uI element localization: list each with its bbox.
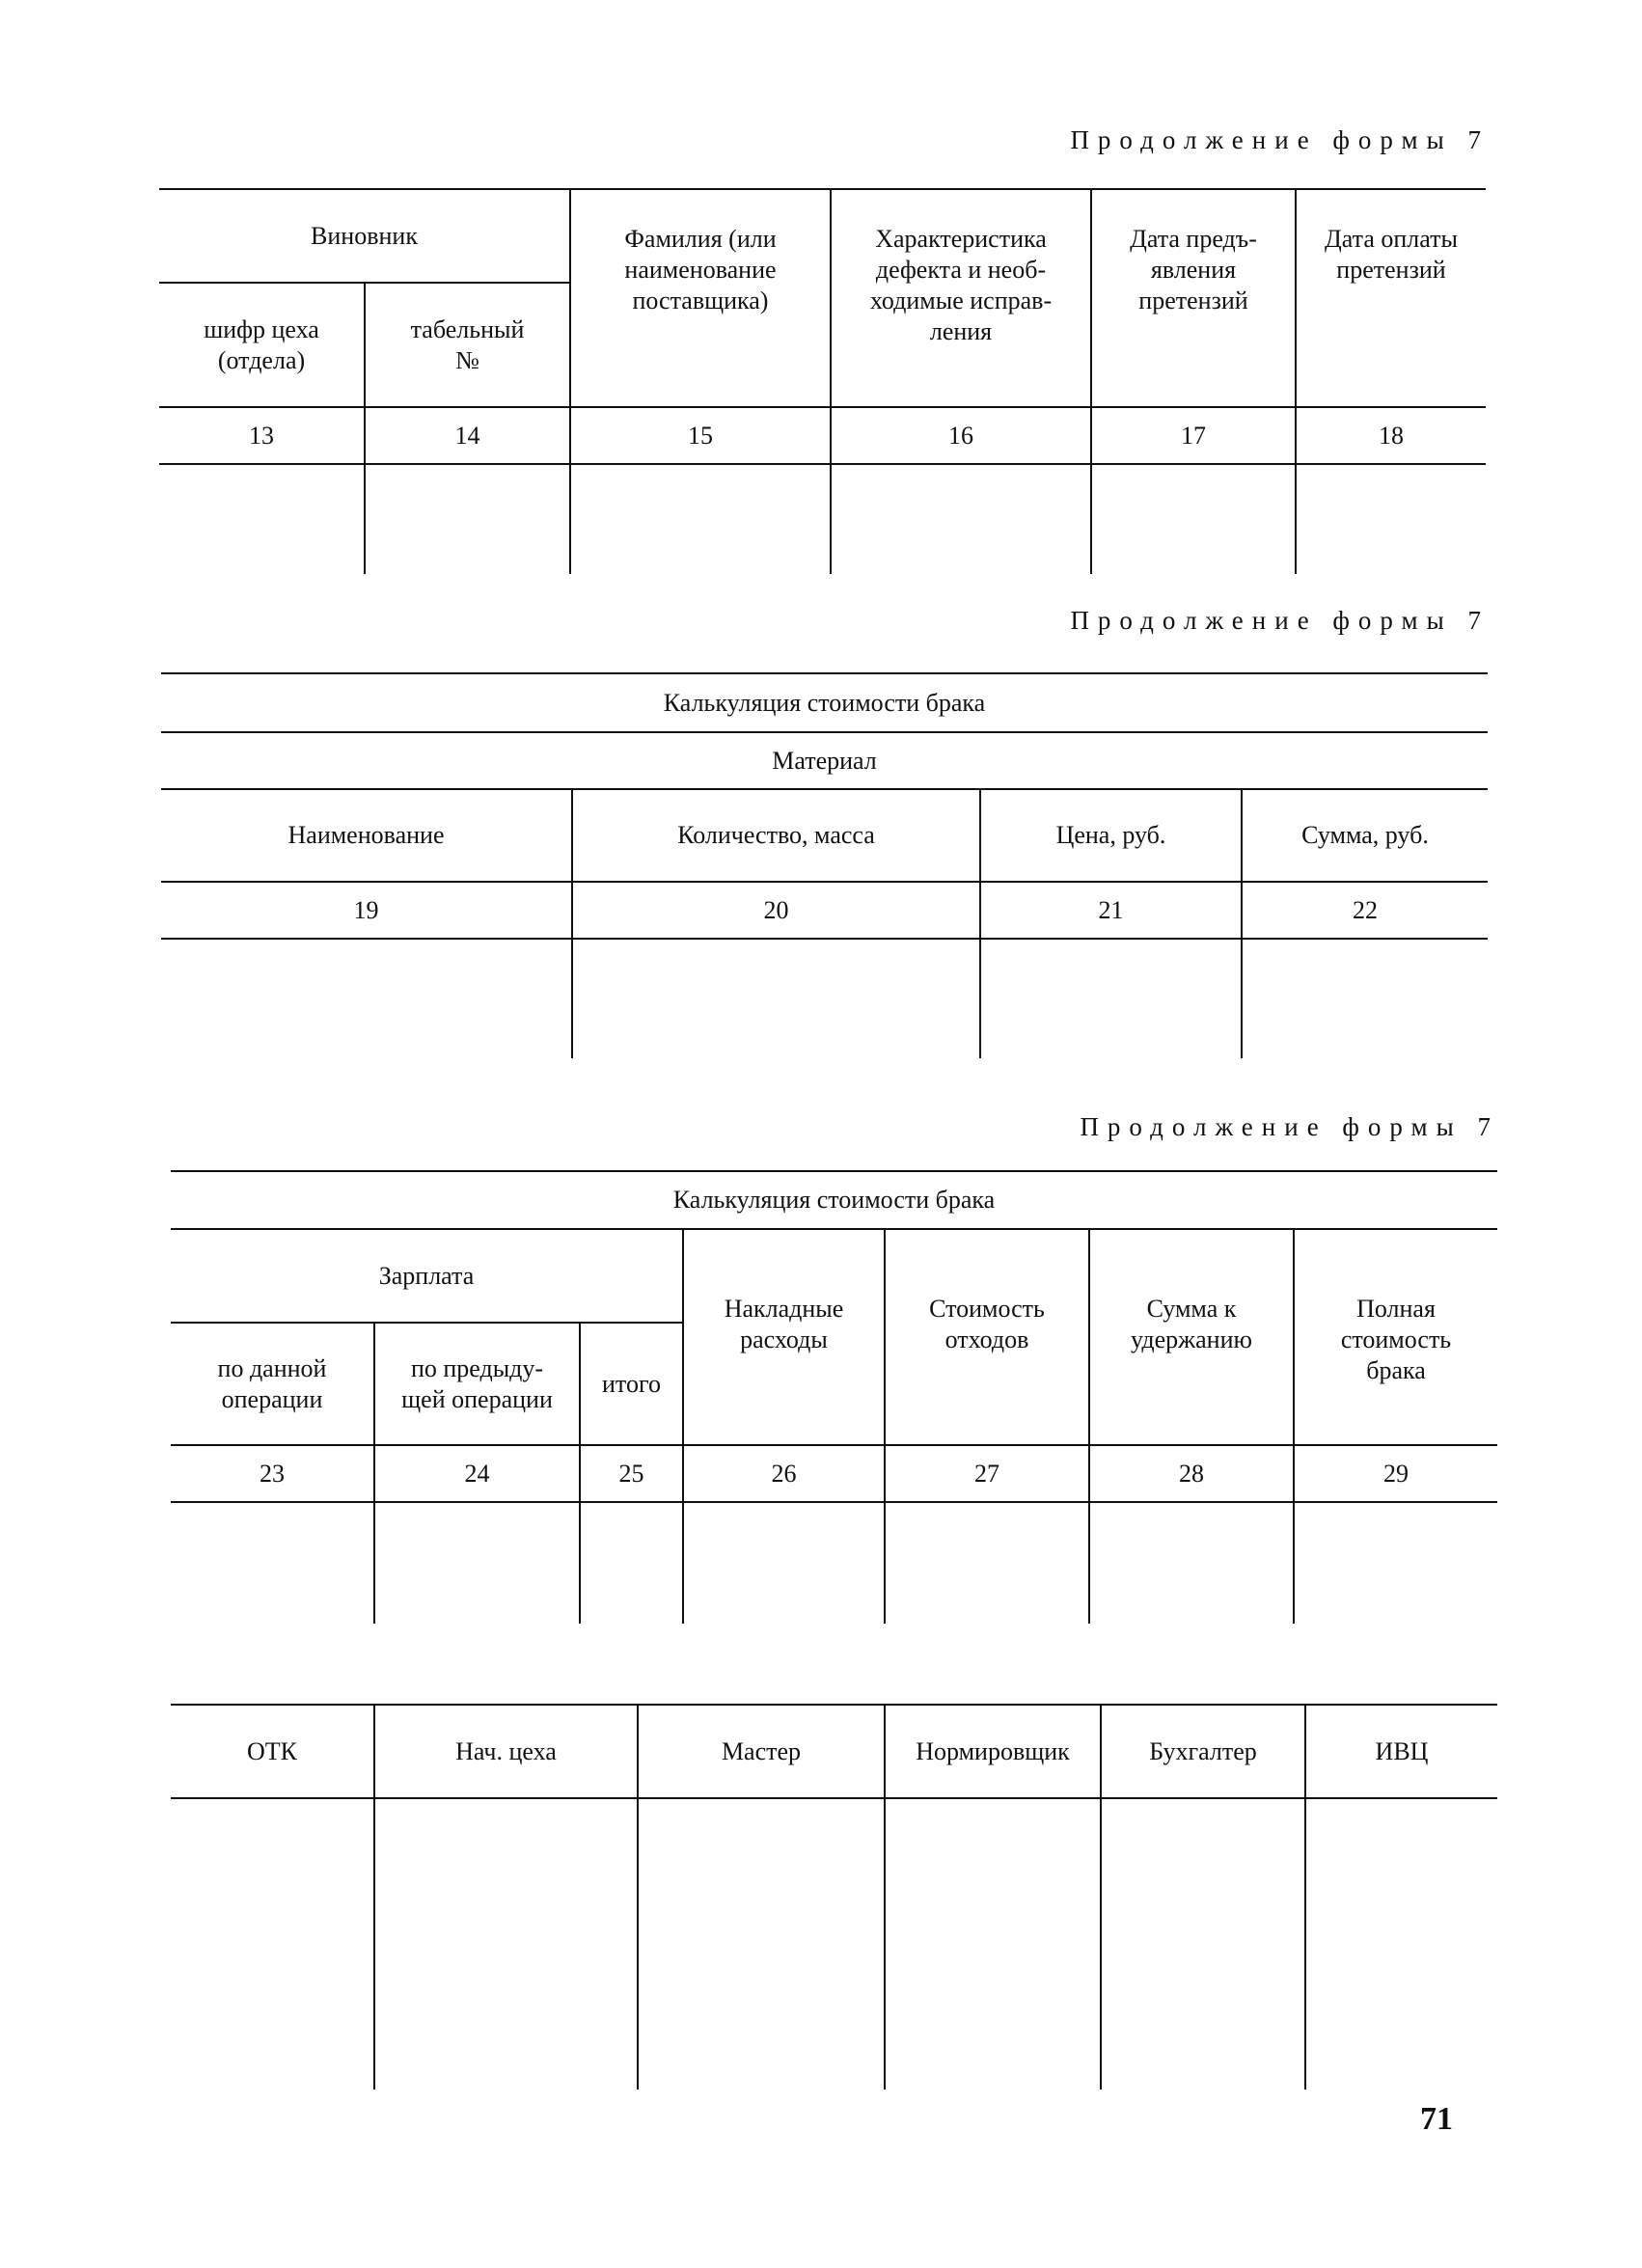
cost-calc-title: Калькуляция стоимости брака [672, 1186, 996, 1214]
col-payment-date-header: Дата оплаты претензий [1325, 225, 1458, 284]
col-personnel-no-header: табельный № [410, 314, 525, 374]
col-price-header: Цена, руб. [1055, 821, 1166, 849]
column-number: 15 [688, 421, 713, 450]
col-total-header: итого [602, 1369, 661, 1398]
column-number: 28 [1179, 1459, 1204, 1488]
salary-header: Зарплата [378, 1261, 475, 1290]
cost-calc-title: Калькуляция стоимости брака [663, 688, 986, 717]
col-defect-desc-header: Характеристика дефекта и необ- ходимые исправ- ления [869, 225, 1053, 345]
column-number: 22 [1353, 895, 1378, 924]
column-number: 19 [353, 895, 379, 924]
column-number: 26 [771, 1459, 797, 1488]
column-number: 23 [260, 1459, 285, 1488]
column-number: 13 [249, 421, 274, 450]
signature-shop-head: Нач. цеха [455, 1736, 557, 1765]
col-sum-header: Сумма, руб. [1301, 821, 1429, 849]
column-number: 24 [464, 1459, 490, 1488]
continuation-label-1: Продолжение формы 7 [1070, 125, 1490, 154]
column-number: 17 [1181, 421, 1206, 450]
col-waste-cost-header: Стоимость отходов [929, 1295, 1045, 1353]
signature-otk: ОТК [247, 1736, 297, 1765]
col-full-cost-header: Полная стоимость брака [1340, 1295, 1452, 1384]
signature-accountant: Бухгалтер [1149, 1736, 1257, 1765]
column-number: 16 [948, 421, 973, 450]
continuation-label-3: Продолжение формы 7 [1080, 1112, 1499, 1141]
column-number: 29 [1383, 1459, 1409, 1488]
column-number: 20 [763, 895, 789, 924]
col-deduction-header: Сумма к удержанию [1131, 1295, 1252, 1353]
col-quantity-header: Количество, масса [677, 821, 875, 849]
col-claim-date-header: Дата предъ- явления претензий [1130, 225, 1257, 314]
column-number: 25 [618, 1459, 644, 1488]
column-number: 27 [974, 1459, 999, 1488]
material-subtitle: Материал [772, 746, 877, 775]
col-overhead-header: Накладные расходы [724, 1295, 844, 1353]
col-shop-code-header: шифр цеха (отдела) [204, 314, 319, 374]
col-name-header: Наименование [287, 821, 445, 849]
signature-ivc: ИВЦ [1375, 1736, 1429, 1765]
signature-foreman: Мастер [721, 1736, 802, 1765]
col-this-operation-header: по данной операции [217, 1353, 327, 1413]
signature-rate-setter: Нормировщик [916, 1736, 1070, 1765]
column-number: 21 [1098, 895, 1124, 924]
column-number: 14 [454, 421, 480, 450]
col-previous-operation-header: по предыду- щей операции [401, 1353, 553, 1413]
column-number: 18 [1379, 421, 1404, 450]
continuation-label-2: Продолжение формы 7 [1070, 606, 1490, 635]
culprit-header: Виновник [311, 221, 418, 250]
col-supplier-name-header: Фамилия (или наименование поставщика) [624, 225, 777, 314]
page-number: 71 [1420, 2101, 1453, 2137]
